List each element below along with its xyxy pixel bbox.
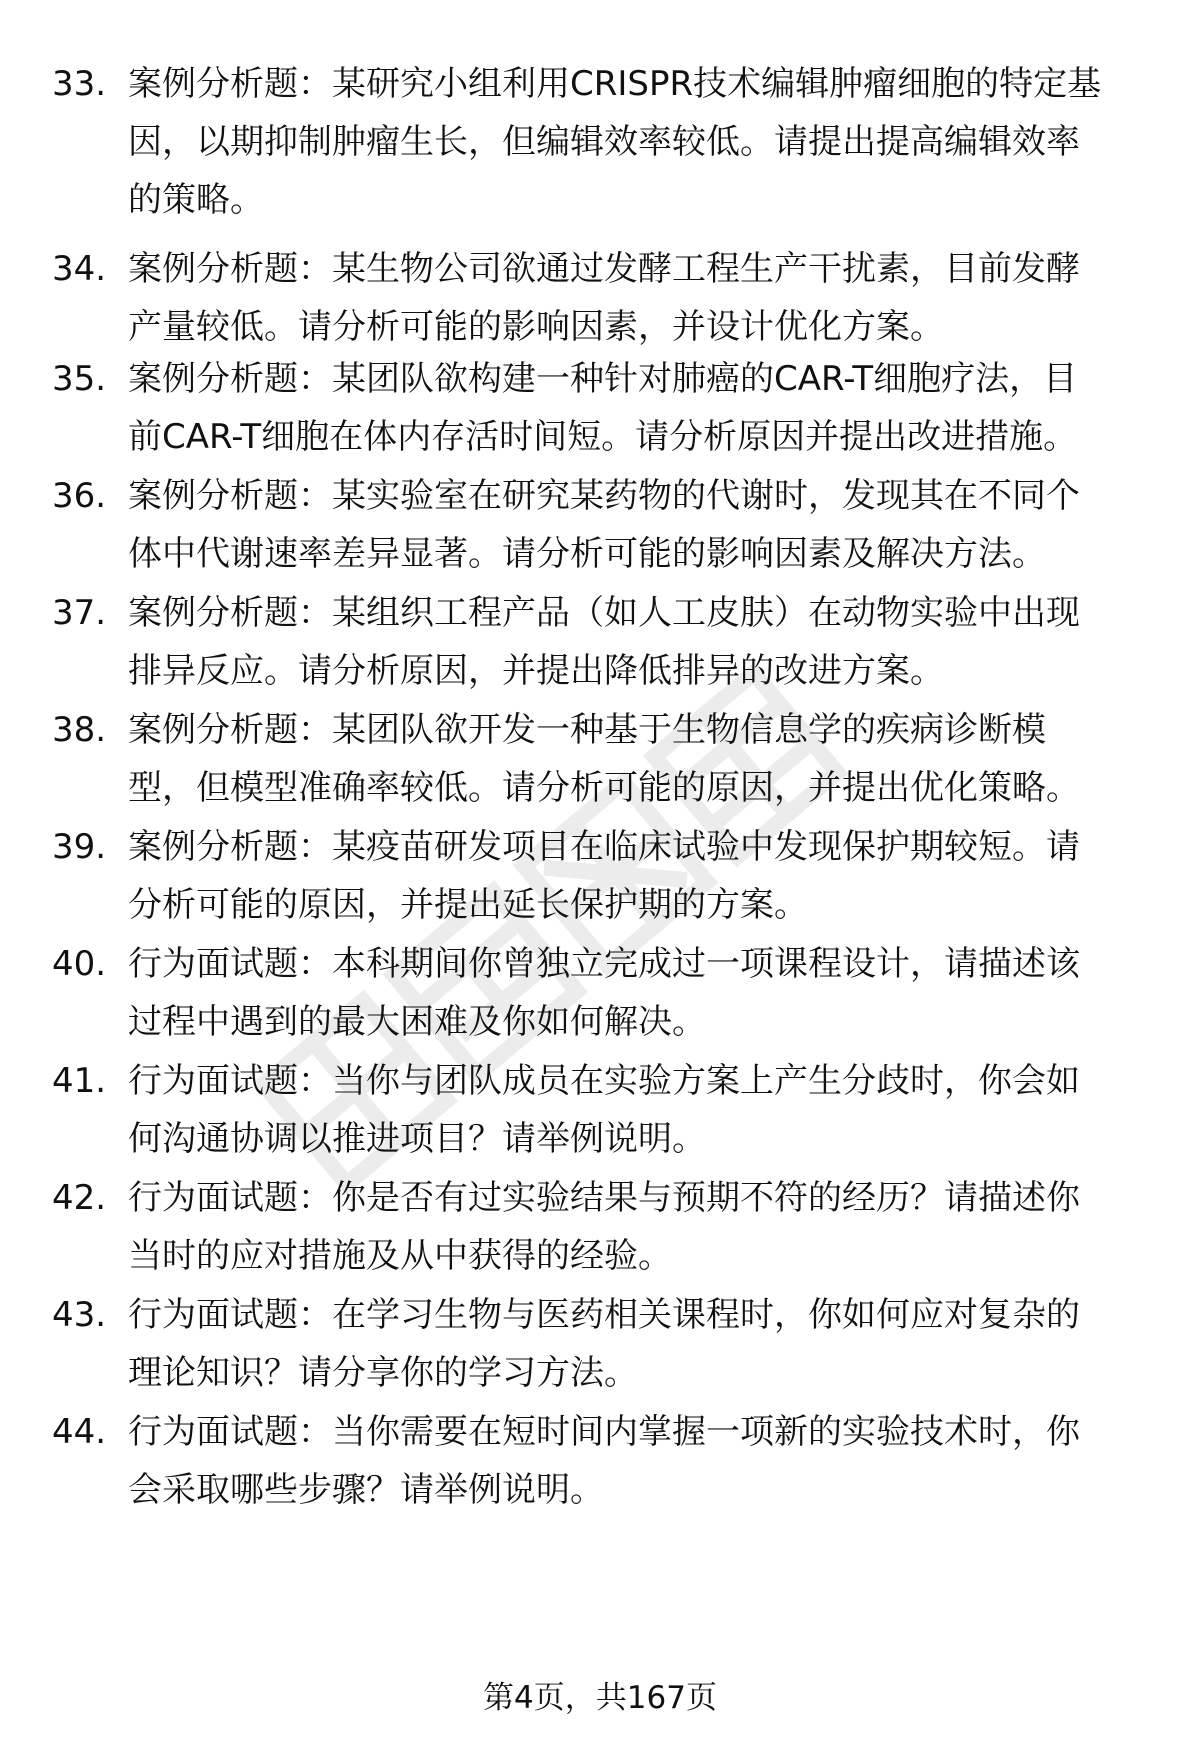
question-item-40 <box>0 935 1200 1052</box>
question-number: 38. <box>52 710 107 750</box>
question-item-35 <box>0 350 1200 467</box>
question-number: 44. <box>52 1412 107 1452</box>
question-text: 案例分析题：某生物公司欲通过发酵工程生产干扰素，目前发酵 产量较低。请分析可能的影响因素，并设计优化方案。 <box>128 249 1080 347</box>
question-text: 案例分析题：某团队欲开发一种基于生物信息学的疾病诊断模 型，但模型准确率较低。请分析可能的原因，并提出优化策略。 <box>128 710 1080 808</box>
question-number: 40. <box>52 944 107 984</box>
question-item-36 <box>0 467 1200 584</box>
question-number: 35. <box>52 359 107 399</box>
page-number-label: 第4页，共167页 <box>483 1680 717 1716</box>
question-item-37 <box>0 584 1200 701</box>
question-text: 案例分析题：某研究小组利用CRISPR技术编辑肿瘤细胞的特定基 因，以期抑制肿瘤生长，但编辑效率较低。请提出提高编辑效率 的策略。 <box>128 64 1102 220</box>
question-list <box>0 55 1200 1520</box>
question-text: 案例分析题：某组织工程产品（如人工皮肤）在动物实验中出现 排异反应。请分析原因，并提出降低排异的改进方案。 <box>128 593 1080 691</box>
question-number: 42. <box>52 1178 107 1218</box>
question-number: 37. <box>52 593 107 633</box>
question-number: 36. <box>52 476 107 516</box>
question-item-39 <box>0 818 1200 935</box>
question-text: 行为面试题：本科期间你曾独立完成过一项课程设计，请描述该 过程中遇到的最大困难及你如何解决。 <box>128 944 1080 1042</box>
question-item-38 <box>0 701 1200 818</box>
question-text: 案例分析题：某实验室在研究某药物的代谢时，发现其在不同个 体中代谢速率差异显著。请分析可能的影响因素及解决方法。 <box>128 476 1080 574</box>
question-number: 43. <box>52 1295 107 1335</box>
question-text: 案例分析题：某团队欲构建一种针对肺癌的CAR-T细胞疗法，目 前CAR-T细胞在体内存活时间短。请分析原因并提出改进措施。 <box>128 359 1078 457</box>
question-item-44 <box>0 1403 1200 1520</box>
question-text: 行为面试题：当你与团队成员在实验方案上产生分歧时，你会如 何沟通协调以推进项目？请举例说明。 <box>128 1061 1080 1159</box>
question-number: 33. <box>52 64 107 104</box>
question-text: 案例分析题：某疫苗研发项目在临床试验中发现保护期较短。请 分析可能的原因，并提出延长保护期的方案。 <box>128 827 1080 925</box>
question-text: 行为面试题：在学习生物与医药相关课程时，你如何应对复杂的 理论知识？请分享你的学习方法。 <box>128 1295 1080 1393</box>
question-number: 39. <box>52 827 107 867</box>
question-item-43 <box>0 1286 1200 1403</box>
question-number: 34. <box>52 249 107 289</box>
question-item-33 <box>0 55 1200 240</box>
question-text: 行为面试题：当你需要在短时间内掌握一项新的实验技术时，你 会采取哪些步骤？请举例说明。 <box>128 1412 1080 1510</box>
question-item-41 <box>0 1052 1200 1169</box>
page-footer <box>0 1678 1200 1718</box>
question-item-34 <box>0 240 1200 350</box>
question-item-42 <box>0 1169 1200 1286</box>
question-number: 41. <box>52 1061 107 1101</box>
question-text: 行为面试题：你是否有过实验结果与预期不符的经历？请描述你 当时的应对措施及从中获得的经验。 <box>128 1178 1080 1276</box>
